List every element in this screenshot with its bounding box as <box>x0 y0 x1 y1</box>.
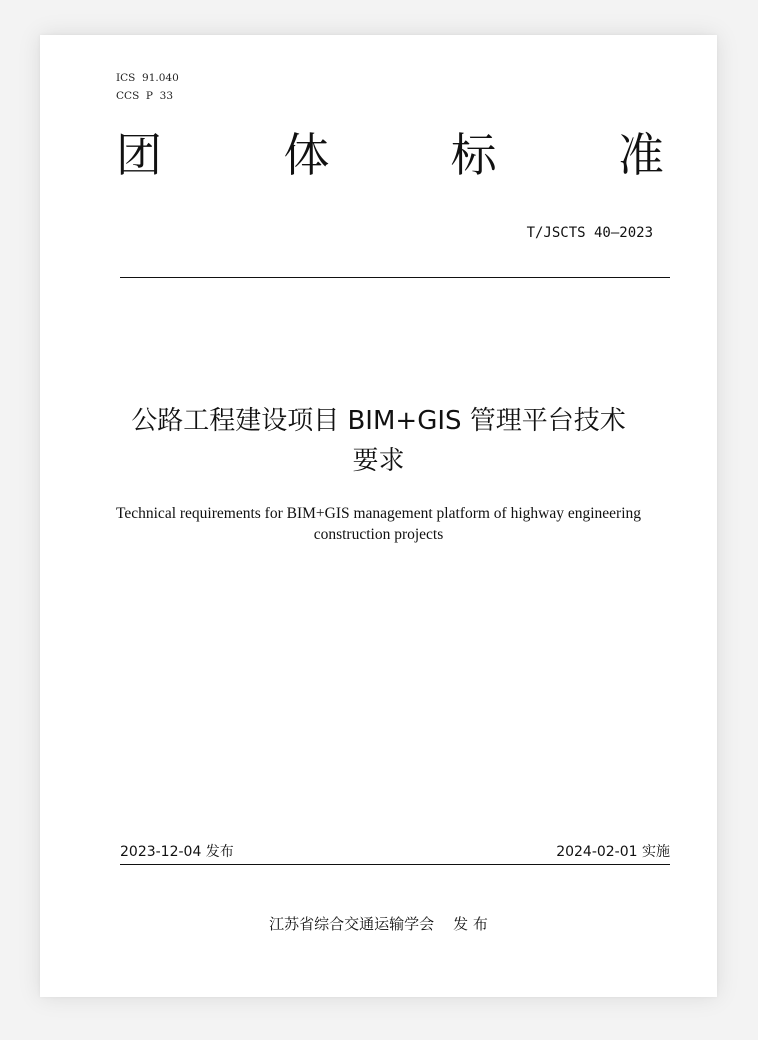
english-title-line-2: construction projects <box>313 526 444 543</box>
chinese-title-line-1: 公路工程建设项目 BIM+GIS 管理平台技术 <box>131 406 626 436</box>
date-row <box>120 841 670 863</box>
standard-type-char: 团 <box>116 128 162 182</box>
english-title-line-1: Technical requirements for BIM+GIS management platform of highway engineering <box>115 505 642 522</box>
english-title <box>100 503 657 545</box>
standard-type-char: 准 <box>617 128 664 182</box>
chinese-title-line-2: 要求 <box>352 446 405 476</box>
chinese-title <box>100 401 657 481</box>
standard-type-char: 体 <box>283 128 330 182</box>
top-divider <box>120 277 670 278</box>
classification-codes <box>116 69 179 105</box>
standard-type-char: 标 <box>450 128 497 182</box>
bottom-divider <box>120 864 670 865</box>
issuing-organization: 江苏省综合交通运输学会 发 布 <box>269 915 488 933</box>
ccs-code: CCS P 33 <box>116 90 174 102</box>
standard-number: T/JSCTS 40—2023 <box>526 225 653 241</box>
document-page <box>40 35 717 997</box>
publish-date: 2023-12-04 发布 <box>120 844 234 860</box>
implement-date: 2024-02-01 实施 <box>556 844 670 860</box>
standard-type-heading <box>116 127 664 183</box>
ics-code: ICS 91.040 <box>116 72 179 84</box>
